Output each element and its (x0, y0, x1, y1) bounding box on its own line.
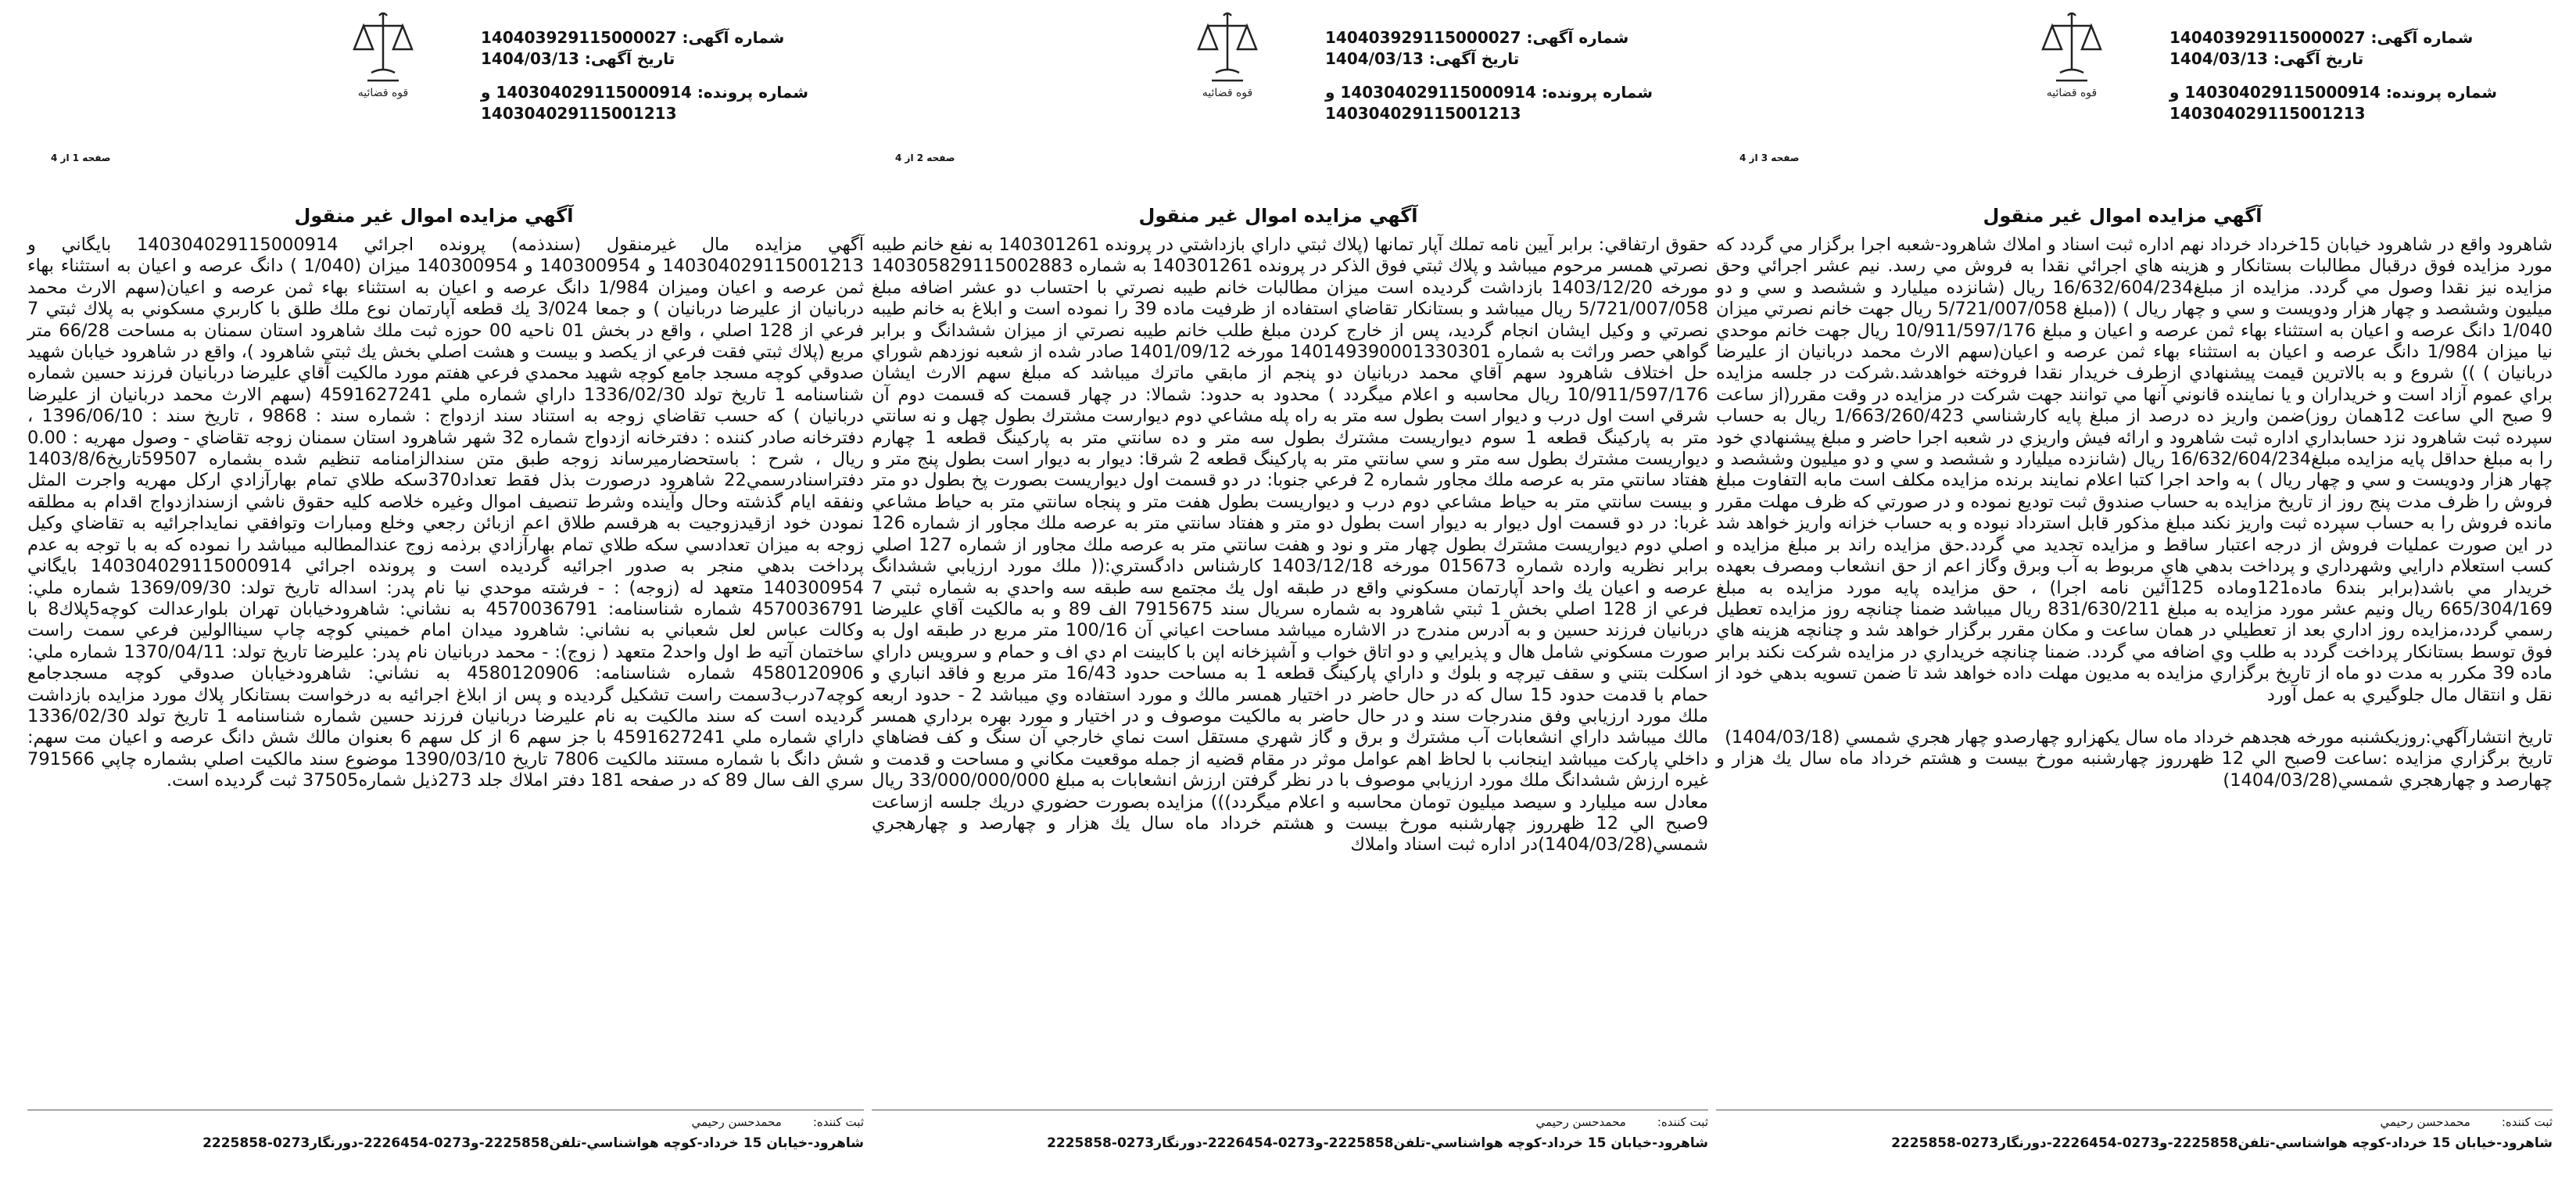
ad-date: 1404/03/13 (481, 49, 579, 68)
notice-text: حقوق ارتفاقي: برابر آيين نامه تملك آپار تمانها (پلاك ثبتي داراي بازداشتي در پرونده 140301261 به نفع خانم طيبه نصرتي همسر مرحوم ميباشد و پلاك ثبتي فوق الذكر در پرونده 140301261 به شماره 140305829115002883 مورخه 1403/12/20 بازداشت گرديده است ميزان مطالبات خانم طيبه نصرتي با احتساب دو عشر اضافه مبلغ 5/721/007/058 ريال ميباشد و بستانكار تقاضاي استفاده از ظرفيت ماده 39 را نموده است و ابلاغ به خانم طيبه نصرتي و وكيل ايشان انجام گرديد، پس از خارج كردن مبلغ طلب خانم طيبه نصرتي از ميزان ششدانگ و برابر گواهي حصر وراثت به شماره 140149390001330301 مورخه 1401/09/12 صادر شده از شعبه نوزدهم شوراي حل اختلاف شاهرود سهم آقاي محمد دربانيان دو پنجم از مابقي ماترك ميباشد كه مبلغ سهم الارث ايشان 10/911/597/176 ريال محاسبه و اعلام ميگردد ) محدود به حدود: شمالا: در چهار قسمت كه قسمت دوم آن شرقي است اول درب و ديوار است بطول سه متر به راه پله مشاعي دوم ديوارست مشترك بطول چهل و نه سانتي متر به پاركينگ قطعه 1 سوم ديواريست مشترك بطول سه متر و ده سانتي متر به پاركينگ قطعه 1 چهارم ديواريست مشترك بطول سه متر و سي سانتي متر به پاركينگ قطعه 2 شرقا: ديوار به ديوار است بطول پنج متر و هفتاد سانتي متر به عرصه ملك مجاور شماره 2 فرعي جنوبا: در دو قسمت اول ديواريست بصورت پخ بطول دو متر و بيست سانتي متر به حياط مشاعي دوم درب و ديواريست بطول هفت متر و پنجاه سانتي متر به حياط مشاعي غربا: در دو قسمت اول ديوار به ديوار است بطول دو متر و هفتاد سانتي متر به عرصه ملك مجاور از شماره 126 اصلي دوم ديواريست مشترك بطول چهار متر و نود و هفت سانتي متر به عرصه ملك مجاور از شماره 127 اصلي برابر نظريه وارده شماره 015673 مورخه 1403/12/18 كارشناس دادگستري:(( ملك مورد ارزيابي ششدانگ عرصه و اعيان يك واحد آپارتمان مسكوني واقع در طبقه اول يك مجتمع سه طبقه سه واحدي به شماره ثبتي 7 فرعي از 128 اصلي بخش 1 ثبتي شاهرود به شماره سريال سند 7915675 الف 89 و به مالكيت آقاي عليرضا دربانيان فرزند حسين و به آدرس مندرج در الاشاره ميباشد مساحت اعياني آن 100/16 متر مربع در طبقه اول به صورت مسكوني شامل هال و پذيرايي و دو اتاق خواب و آشپزخانه اپن با كابينت ام دي اف و حمام و سرويس داراي اسكلت بتني و سقف تيرچه و بلوك و داراي پاركينگ قطعه 1 به مساحت حدود 16/43 متر مربع و فاقد انباري و حمام با قدمت حدود 15 سال كه در حال حاضر در اختيار همسر مالك و مورد استفاده وي ميباشد 2 - حدود اربعه ملك مورد ارزيابي وفق مندرجات سند و در حال حاضر به مالكيت موصوف و در اختيار و مورد بهره برداري همسر مالك ميباشد داراي انشعابات آب مشترك و برق و گاز شهري مستقل است نماي خارجي آن سنگ و كف فضاهاي داخلي پاركت ميباشد اينجانب با لحاظ اهم عوامل موثر در مقام قضيه از جمله موقعيت مكاني و مساحت و قدمت و غيره ارزش ششدانگ ملك مورد ارزيابي موصوف با در نظر گرفتن ارزش انشعابات به مبلغ 33/000/000/000 ريال معادل سه ميليارد و سيصد ميليون تومان محاسبه و اعلام ميگردد))) مزايده بصورت حضوري دريك جلسه ازساعت 9صبح الي 12 ظهرروز چهارشنبه مورخ بيست و هشتم خرداد ماه سال يك هزار و چهارصد و چهارهجري شمسي(1404/03/28)در اداره ثبت اسناد واملاك (872, 235, 1709, 855)
page-2 (848, 0, 1709, 1187)
office-address: شاهرود-خيابان 15 خرداد-كوچه هواشناسي-تلفن2225858-و0273-2226454-دورنگار0273-2225858 (1047, 1135, 1708, 1151)
ad-meta (481, 27, 887, 124)
ad-number-label: شماره آگهی: (1526, 28, 1629, 47)
notice-text: آگهي مزايده مال غيرمنقول (سندذمه) پرونده اجرائي 140304029115000914 بايگاني و 140304029115001213 و 140300954 و 140300954 ميزان (1/040 ) دانگ عرصه و اعيان به استثناء بهاء ثمن عرصه و اعيان وميزان 1/984 دانگ عرصه و اعيان به استثناء بهاء ثمن عرصه و اعيان(سهم الارث محمد دربانيان از عليرضا دربانيان ) و جمعا 3/024 يك قطعه آپارتمان نوع ملك طلق با كاربري مسكوني به پلاك ثبتي 7 فرعي از 128 اصلي ، واقع در بخش 01 ناحيه 00 حوزه ثبت ملك شاهرود استان سمنان به مساحت 66/28 متر مربع (پلاك ثبتي فقت فرعي از يكصد و بيست و هشت اصلي بخش يك ثبتي شاهرود )، واقع در شاهرود خيابان شهيد صدوقي كوچه مسجد جامع كوچه شهيد محمدي فرعي هفتم مورد مالكيت آقاي عليرضا دربانيان فرزند حسين شماره شناسنامه 1 تاريخ تولد 1336/02/30 داراي شماره ملي 4591627241 (سهم الارث محمد دربانيان از عليرضا دربانيان ) كه حسب تقاضاي زوجه به استناد سند ازدواج : شماره سند : 9868 ، تاريخ سند : 1396/06/10 ، دفترخانه صادر كننده : دفترخانه ازدواج شماره 32 شهر شاهرود استان سمنان زوجه تقاضاي - وصول مهريه : 0.00 ريال ، شرح : باستحضارميرساند زوجه طبق متن سندالزامنامه تنظيم شده بشماره 59507تاريخ1403/8/6 دفتراسنادرسمي22 شاهرود درصورت بذل فقط تعداد370سكه طلاي تمام بهارآزادي اركل مهريه واجرت المثل ونفقه ايام گذشته وحال وآينده وشرط تنصيف اموال وغيره خلاصه كليه حقوق ناشي ازسندازدواج اقدام به مطلقه نمودن خود ازقيدزوجيت به هرقسم طلاق اعم ازبائن رجعي وخلع ومبارات وتوافقي نمايداجرائيه به تقاضاي وكيل زوجه به ميزان تعدادسي سكه طلاي تمام بهارآزادي برذمه زوج عندالمطالبه ميباشد را نموده كه به با توجه به عدم پرداخت بدهي منجر به صدور اجرائيه گرديده است و پرونده اجرائي 140304029115000914 بايگاني 140300954 متعهد له (زوجه) : - فرشته موحدي نيا نام پدر: اسداله تاريخ تولد: 1369/09/30 شماره ملي: 4570036791 شماره شناسنامه: 4570036791 به نشاني: شاهرودخيابان تهران بلوارعدالت كوچه5پلاك8 با وكالت عباس لعل شعباني به نشاني: شاهرود ميدان امام خميني كوچه چاپ سيناالولين فرعي سمت راست ساختمان آتيه ط اول واحد2 متعهد ( زوج): - محمد دربانيان نام پدر: عليرضا تاريخ تولد: 1370/04/11 شماره ملي: 4580120906 شماره شناسنامه: 4580120906 به نشاني: شاهرودخيابان صدوقي كوچه مسجدجامع كوچه7درب3سمت راست تشكيل گرديده و پس از ابلاغ اجرائيه به درخواست بستانكار پلاك مورد مزايده بازداشت گرديده است كه سند مالكيت به نام عليرضا دربانيان فرزند حسين شماره شناسنامه 1 تاريخ تولد 1336/02/30 داراي شماره ملي 4591627241 با جز سهم 6 از كل سهم 6 بعنوان مالك شش دانگ عرصه و اعيان مت سهم: شش دانگ با شماره مستند مالكيت 7806 تاريخ 1390/03/10 موضوع سند مالكيت اصلي بشماره چاپي 791566 سري الف سال 89 كه در صفحه 181 دفتر املاك جلد 273ذيل شماره37505 ثبت گرديده است. (27, 235, 865, 791)
ad-meta (1325, 27, 1732, 124)
ad-date: 1404/03/13 (2169, 49, 2268, 68)
notice-body (872, 235, 1708, 856)
signer-name: محمدحسن رحيمي (691, 1115, 782, 1129)
case-number-label: شماره پرونده: (697, 83, 808, 102)
ad-date-label: تاریخ آگهی: (1428, 49, 1520, 68)
page-number: صفحه 3 از 4 (1739, 152, 1800, 163)
notice-body (1716, 235, 2553, 791)
auction-date: تاريخ برگزاري مزايده :ساعت 9صبح الي 12 ظهرروز چهارشنبه مورخ بيست و هشتم خرداد ماه سال يك هزار و چهارصد و چهارهجري شمسي(1404/03/28) (1716, 748, 2553, 791)
judiciary-emblem-icon (2029, 6, 2115, 143)
page-header (4, 0, 817, 172)
ad-number: 140403929115000027 (2169, 28, 2366, 47)
case-number-1: 140304029115000914 (2184, 83, 2381, 102)
case-number-joiner: و (2169, 83, 2180, 102)
signer-label: ثبت كننده: (812, 1115, 864, 1129)
case-number-joiner: و (1325, 83, 1335, 102)
case-number-2: 140304029115001213 (2169, 104, 2366, 123)
ad-number: 140403929115000027 (481, 28, 677, 47)
page-header (1693, 0, 2506, 172)
publish-date: تاريخ انتشارآگهي:روزيكشنبه مورخه هجدهم خرداد ماه سال يكهزارو چهارصدو چهار هجري شمسي (1404/03/18) (1725, 726, 2553, 748)
judiciary-emblem-icon (1184, 6, 1270, 143)
ad-number-label: شماره آگهی: (682, 28, 785, 47)
ad-number-label: شماره آگهی: (2370, 28, 2474, 47)
page-footer (872, 1110, 1708, 1173)
office-address: شاهرود-خيابان 15 خرداد-كوچه هواشناسي-تلفن2225858-و0273-2226454-دورنگار0273-2225858 (202, 1135, 864, 1151)
page-title: آگهي مزايده اموال غير منقول (1983, 205, 2263, 227)
notice-body (27, 235, 864, 792)
ad-date-label: تاریخ آگهی: (2273, 49, 2364, 68)
svg-text:قوه قضائيه: قوه قضائيه (357, 87, 409, 99)
case-number-1: 140304029115000914 (496, 83, 692, 102)
page-header (848, 0, 1661, 172)
case-number-1: 140304029115000914 (1340, 83, 1536, 102)
page-title: آگهي مزايده اموال غير منقول (1138, 205, 1418, 227)
svg-text:قوه قضائيه: قوه قضائيه (2046, 87, 2098, 99)
page-number: صفحه 2 از 4 (895, 152, 955, 163)
case-number-2: 140304029115001213 (1325, 104, 1521, 123)
case-number-label: شماره پرونده: (2385, 83, 2497, 102)
page-1 (4, 0, 865, 1187)
page-footer (1716, 1110, 2553, 1173)
page-3 (1693, 0, 2553, 1187)
office-address: شاهرود-خيابان 15 خرداد-كوچه هواشناسي-تلفن2225858-و0273-2226454-دورنگار0273-2225858 (1891, 1135, 2553, 1151)
notice-text: شاهرود واقع در شاهرود خيابان 15خرداد خرداد نهم اداره ثبت اسناد و املاك شاهرود-شعبه اجرا برگزار مي گردد كه مورد مزايده فوق درقبال مطالبات بستانكار و هزينه هاي اجرائي نقدا به فروش مي رسد. نيم عشر اجرائي وحق مزايده نيز نقدا وصول مي گردد. مزايده از مبلغ16/632/604/234 ريال (شانزده ميليارد و ششصد و سي و دو ميليون وششصد و چهار هزار ودويست و سي و چهار ريال ) ((مبلغ 5/721/007/058 ريال جهت خانم نصرتي ميزان 1/040 دانگ عرصه و اعيان به استثناء بهاء ثمن عرصه و اعيان و مبلغ 10/911/597/176 ريال جهت خانم موحدي نيا ميزان 1/984 دانگ عرصه و اعيان به استثناء بهاء ثمن عرصه و اعيان(سهم الارث محمد دربانيان از عليرضا دربانيان ) )) شروع و به بالاترين قيمت پيشنهادي ازطرف خريدار نقدا فروخته خواهدشد.شركت در جلسه مزايده براي عموم آزاد است و خريداران و يا نماينده قانوني آنها مي توانند جهت شركت در مزايده در وقت مقرر(از ساعت 9 صبح الي ساعت 12همان روز)ضمن واريز ده درصد از مبلغ پايه كارشناسي 1/663/260/423 ريال به حساب سپرده ثبت شاهرود نزد حسابداري اداره ثبت شاهرود و ارائه فيش واريزي در شعبه اجرا حاضر و مبلغ پيشنهادي خود را به مبلغ حداقل پايه مزايده مبلغ16/632/604/234 ريال (شانزده ميليارد و ششصد و سي و دو ميليون وششصد و چهار هزار ودويست و سي و چهار ريال ) به واحد اجرا كتبا اعلام نمايند برنده مزايده مكلف است مابه التفاوت مبلغ فروش را ظرف مدت پنج روز از تاريخ مزايده به حساب صندوق ثبت توديع نموده و در صورتي كه ظرف مهلت مقرر مانده فروش را به حساب سپرده ثبت واريز نكند مبلغ مذكور قابل استرداد نبوده و به حساب خزانه واريز خواهد شد در اين صورت عمليات فروش از درجه اعتبار ساقط و مزايده تجديد مي گردد.حق مزايده راند بر مبلغ مزايده و كسب استعلام دارايي وشهرداري و پرداخت بدهي هاي مربوط به آب وبرق وگاز اعم از حق انشعاب ومصرف بعهده خريدار مي باشد(برابر بند6 ماده121وماده 125آئين نامه اجرا) ، حق مزايده پايه مورد مزايده به مبلغ 665/304/169 ريال ونيم عشر مورد مزايده به مبلغ 831/630/211 ريال ميباشد ضمنا چنانچه روز مزايده تعطيل رسمي گردد،مزايده روز اداري بعد از تعطيلي در همان ساعت و مكان مقرر برگزار خواهد شد و چنانچه هزينه هاي فوق توسط بستانكار پرداخت گردد به طلب وي اضافه مي گردد. ضمنا چنانچه خريداري در مزايده شركت نكند برابر ماده 39 مكرر به مدت دو ماه از تاريخ برگزاري مزايده به مديون مهلت داده خواهد شد تا ضمن تسويه بدهي خود از نقل و انتقال مال جلوگيري به عمل آورد (1716, 235, 2553, 705)
signer-label: ثبت كننده: (2501, 1115, 2553, 1129)
case-number-label: شماره پرونده: (1541, 83, 1653, 102)
ad-date: 1404/03/13 (1325, 49, 1424, 68)
case-number-2: 140304029115001213 (481, 104, 677, 123)
ad-date-label: تاریخ آگهی: (584, 49, 675, 68)
ad-number: 140403929115000027 (1325, 28, 1521, 47)
page-footer (27, 1110, 864, 1173)
judiciary-emblem-icon (340, 6, 426, 143)
ad-meta (2169, 27, 2576, 124)
page-number: صفحه 1 از 4 (51, 152, 111, 163)
signer-label: ثبت كننده: (1657, 1115, 1708, 1129)
signer-name: محمدحسن رحيمي (2380, 1115, 2470, 1129)
case-number-joiner: و (481, 83, 491, 102)
svg-text:قوه قضائيه: قوه قضائيه (1202, 87, 1253, 99)
signer-name: محمدحسن رحيمي (1535, 1115, 1626, 1129)
page-title: آگهي مزايده اموال غير منقول (294, 205, 574, 227)
